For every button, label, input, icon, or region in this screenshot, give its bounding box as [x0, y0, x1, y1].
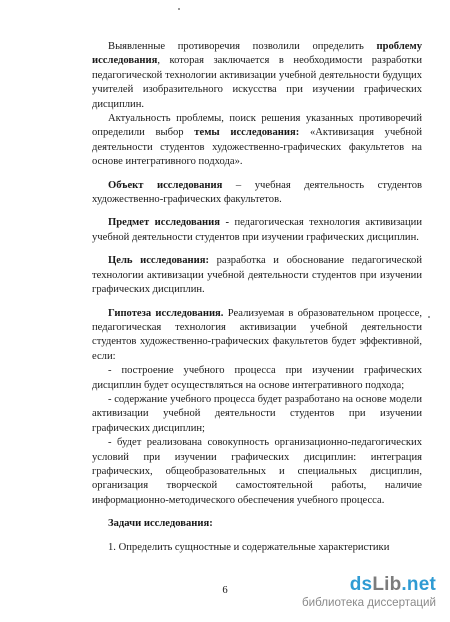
paragraph [92, 112, 422, 170]
bold-term: Задачи исследования: [108, 518, 213, 530]
dslib-watermark [258, 574, 436, 618]
scan-speck [428, 316, 430, 318]
paragraph [92, 254, 422, 297]
dslib-logo: dsLib.net [349, 574, 436, 595]
paragraph [92, 436, 422, 508]
bold-term: темы исследования: [194, 127, 300, 139]
paragraph [92, 307, 422, 365]
paragraph [92, 393, 422, 436]
text-run: Реализуемая в образовательном процессе, педагогическая технология активизации учебной деятельности студентов художественно-графических факультетов будет эффективной, если: [92, 307, 422, 362]
bold-term: Гипотеза исследования. [108, 307, 224, 319]
text-run: , которая заключается в необходимости разработки педагогической технологии активизации учебной деятельности будущих учителей изобразительного искусства при изучении графических дисциплин. [92, 55, 422, 110]
scan-speck [178, 8, 180, 10]
bold-term: Цель исследования: [108, 255, 209, 267]
text-run: 1. Определить сущностные и содержательные характеристики [108, 541, 390, 553]
paragraph [92, 179, 422, 208]
paragraph [92, 517, 422, 531]
page-number: 6 [222, 585, 228, 596]
text-run: педагогическая технология активизации учебной деятельности студентов при изучении графических дисциплин. [92, 217, 422, 243]
text-run: - построение учебного процесса при изучении графических дисциплин будет осуществляться на основе интегративного подхода; [92, 365, 422, 391]
text-run: – учебная деятельность студентов художественно-графических факультетов. [92, 179, 422, 206]
paragraph [92, 364, 422, 393]
text-run: Выявленные противоречия позволили определить [108, 41, 377, 52]
text-run: «Активизация учебной деятельности студентов художественно-графических факультетов на основе интегративного подхода». [92, 127, 422, 168]
dslib-subtitle: библиотека диссертаций [302, 596, 436, 609]
bold-term: проблему исследования [92, 41, 422, 67]
paragraph [92, 40, 422, 112]
text-run: - содержание учебного процесса будет разработано на основе модели активизации учебной деятельности студентов при изучении графических дисциплин; [92, 393, 422, 434]
text-run: - будет реализована совокупность организационно-педагогических условий при изучении графических дисциплин: интеграция графических, общеобразовательных и специальных дисциплин, организация творческой самостоятельной работы, наличие информационно-методического обеспечения учебного процесса. [92, 437, 422, 506]
bold-term: Предмет исследования - [108, 217, 229, 229]
text-run: разработка и обоснование педагогической технологии активизации учебной деятельности студентов при изучении графических дисциплин. [92, 255, 422, 296]
bold-term: Объект исследования [108, 179, 223, 191]
text-run: Актуальность проблемы, поиск решения указанных противоречий определили выбор [92, 113, 422, 139]
body-text [92, 40, 422, 555]
paragraph [92, 216, 422, 245]
paragraph [92, 541, 422, 555]
